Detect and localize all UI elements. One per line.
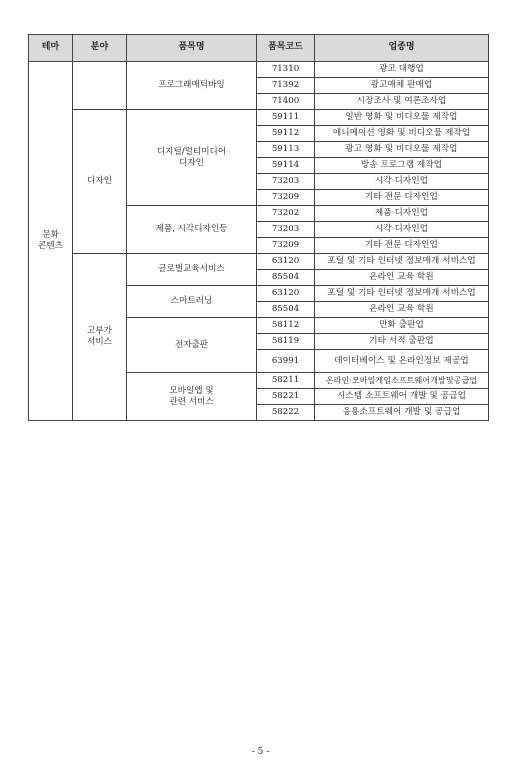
industry-cell: 만화 출판업 [315,318,489,334]
code-cell: 63991 [257,350,315,373]
code-cell: 71310 [257,62,315,78]
industry-cell: 온라인 교육 학원 [315,270,489,286]
theme-cell: 문화 콘텐츠 [29,62,73,421]
code-cell: 58119 [257,334,315,350]
code-cell: 59114 [257,158,315,174]
code-cell: 85504 [257,302,315,318]
industry-cell: 온라인 교육 학원 [315,302,489,318]
item-cell: 프로그래매틱바잉 [127,62,257,110]
code-cell: 59113 [257,142,315,158]
industry-cell: 포털 및 기타 인터넷 정보매개 서비스업 [315,286,489,302]
industry-cell: 기타 전문 디자인업 [315,238,489,254]
industry-cell: 일반 영화 및 비디오물 제작업 [315,110,489,126]
item-cell: 스마트러닝 [127,286,257,318]
code-cell: 71392 [257,78,315,94]
header-item-name: 품목명 [127,35,257,62]
industry-code-table [28,34,489,421]
code-cell: 73203 [257,222,315,238]
item-cell: 글로벌교육서비스 [127,254,257,286]
industry-cell: 응용소프트웨어 개발 및 공급업 [315,405,489,421]
industry-cell: 애니메이션 영화 및 비디오물 제작업 [315,126,489,142]
item-cell: 제품, 시각디자인등 [127,206,257,254]
code-cell: 71400 [257,94,315,110]
industry-cell: 시각 디자인업 [315,174,489,190]
field-cell-design: 디자인 [73,110,127,254]
industry-cell: 기타 서적 출판업 [315,334,489,350]
code-cell: 63120 [257,254,315,270]
code-cell: 73203 [257,174,315,190]
industry-cell: 제품 디자인업 [315,206,489,222]
code-cell: 58112 [257,318,315,334]
industry-cell: 방송 프로그램 제작업 [315,158,489,174]
industry-cell: 기타 전문 디자인업 [315,190,489,206]
table-row [29,110,489,126]
code-cell: 73209 [257,190,315,206]
item-cell: 모바일앱 및 관련 서비스 [127,373,257,421]
industry-cell: 광고 대행업 [315,62,489,78]
table-row [29,62,489,78]
code-cell: 58222 [257,405,315,421]
code-cell: 58211 [257,373,315,389]
code-cell: 85504 [257,270,315,286]
industry-cell: 온라인·모바일게임소프트웨어개발및공급업 [315,373,489,389]
page-number: - 5 - [251,747,270,757]
table-row [29,254,489,270]
field-cell-knowledge: 고부가 서비스 [73,254,127,421]
field-cell-empty [73,62,127,110]
industry-cell: 데이터베이스 및 온라인정보 제공업 [315,350,489,373]
industry-cell: 포털 및 기타 인터넷 정보매개 서비스업 [315,254,489,270]
industry-cell: 시각 디자인업 [315,222,489,238]
code-cell: 73202 [257,206,315,222]
code-cell: 63120 [257,286,315,302]
item-cell: 전자출판 [127,318,257,373]
industry-cell: 시장조사 및 여론조사업 [315,94,489,110]
header-field: 분야 [73,35,127,62]
code-cell: 59112 [257,126,315,142]
code-cell: 73209 [257,238,315,254]
item-cell: 디지털/멀티미디어 디자인 [127,110,257,206]
industry-cell: 광고 영화 및 비디오물 제작업 [315,142,489,158]
industry-cell: 광고매체 판매업 [315,78,489,94]
header-theme: 테마 [29,35,73,62]
header-item-code: 품목코드 [257,35,315,62]
industry-cell: 시스템 소프트웨어 개발 및 공급업 [315,389,489,405]
code-cell: 59111 [257,110,315,126]
table-header-row [29,35,489,62]
code-cell: 58221 [257,389,315,405]
header-industry-name: 업종명 [315,35,489,62]
